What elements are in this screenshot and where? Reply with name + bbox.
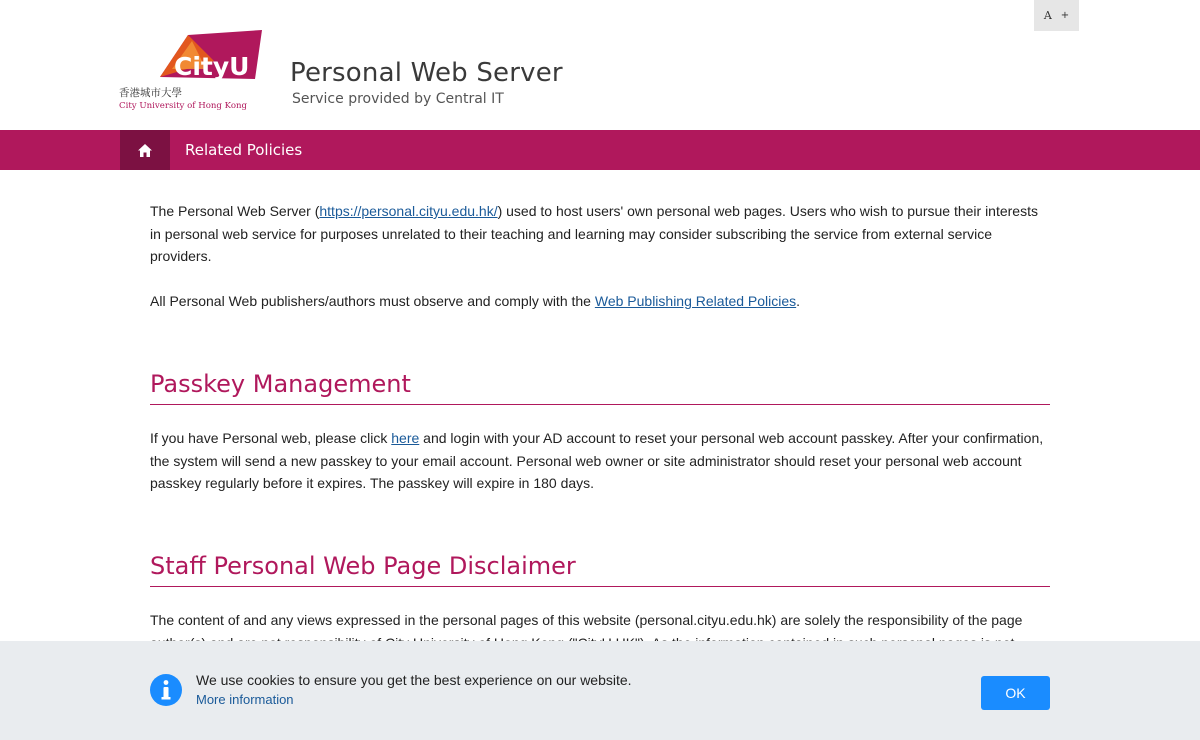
cookie-more-info-link[interactable]: More information bbox=[196, 692, 294, 707]
policy-paragraph bbox=[150, 290, 1050, 313]
intro-text-cont: ) used to host users' own personal web pages. Users who wish to pursue their interests in personal web service for purposes unrelated to their teaching and learning may consider subscribing the service from external service providers. bbox=[150, 203, 1038, 264]
passkey-text: If you have Personal web, please click bbox=[150, 430, 392, 446]
cityu-logo-mark bbox=[118, 29, 266, 113]
font-size-label[interactable]: A bbox=[1043, 9, 1052, 22]
intro-text: The Personal Web Server ( bbox=[150, 203, 320, 219]
disclaimer-text: The content of and any views expressed in the personal pages of this website (personal.cityu.edu.hk) are solely the responsibility of the page bbox=[150, 612, 1023, 628]
nav-related-policies[interactable]: Related Policies bbox=[185, 141, 303, 159]
site-subtitle: Service provided by Central IT bbox=[292, 91, 504, 107]
cookie-message: We use cookies to ensure you get the best experience on our website. bbox=[196, 672, 632, 688]
web-publishing-policies-link[interactable]: Web Publishing Related Policies bbox=[594, 293, 797, 309]
passkey-paragraph bbox=[150, 427, 1050, 495]
personal-server-link[interactable]: https://personal.cityu.edu.hk/ bbox=[319, 203, 498, 219]
logo-chinese: 香港城市大學 bbox=[119, 87, 182, 99]
passkey-text-cont: and login with your AD account to reset your personal web account passkey. After your confirmation, the system will send a new passkey to your email account. Personal web owner or site administrator should reset your personal web account passkey regularly before it expires. The passkey will expire in 180 days. bbox=[150, 430, 1044, 491]
cityu-logo[interactable] bbox=[118, 29, 266, 113]
logo-english: City University of Hong Kong bbox=[119, 101, 248, 111]
disclaimer-heading: Staff Personal Web Page Disclaimer bbox=[150, 552, 1050, 587]
main-nav bbox=[0, 130, 1200, 170]
logo-text: CityU bbox=[174, 52, 250, 81]
font-increase-icon[interactable]: + bbox=[1060, 10, 1070, 21]
reset-passkey-link[interactable]: here bbox=[391, 430, 420, 446]
home-icon bbox=[137, 143, 153, 158]
policy-text-end: . bbox=[796, 293, 801, 309]
policy-text: All Personal Web publishers/authors must observe and comply with the bbox=[150, 293, 595, 309]
home-button[interactable] bbox=[120, 130, 170, 170]
font-size-control[interactable] bbox=[1034, 0, 1079, 31]
passkey-heading: Passkey Management bbox=[150, 370, 1050, 405]
intro-paragraph bbox=[150, 200, 1050, 268]
cookie-banner bbox=[0, 641, 1200, 740]
info-icon bbox=[150, 674, 182, 706]
cookie-ok-button[interactable]: OK bbox=[981, 676, 1050, 710]
site-title: Personal Web Server bbox=[290, 58, 563, 88]
